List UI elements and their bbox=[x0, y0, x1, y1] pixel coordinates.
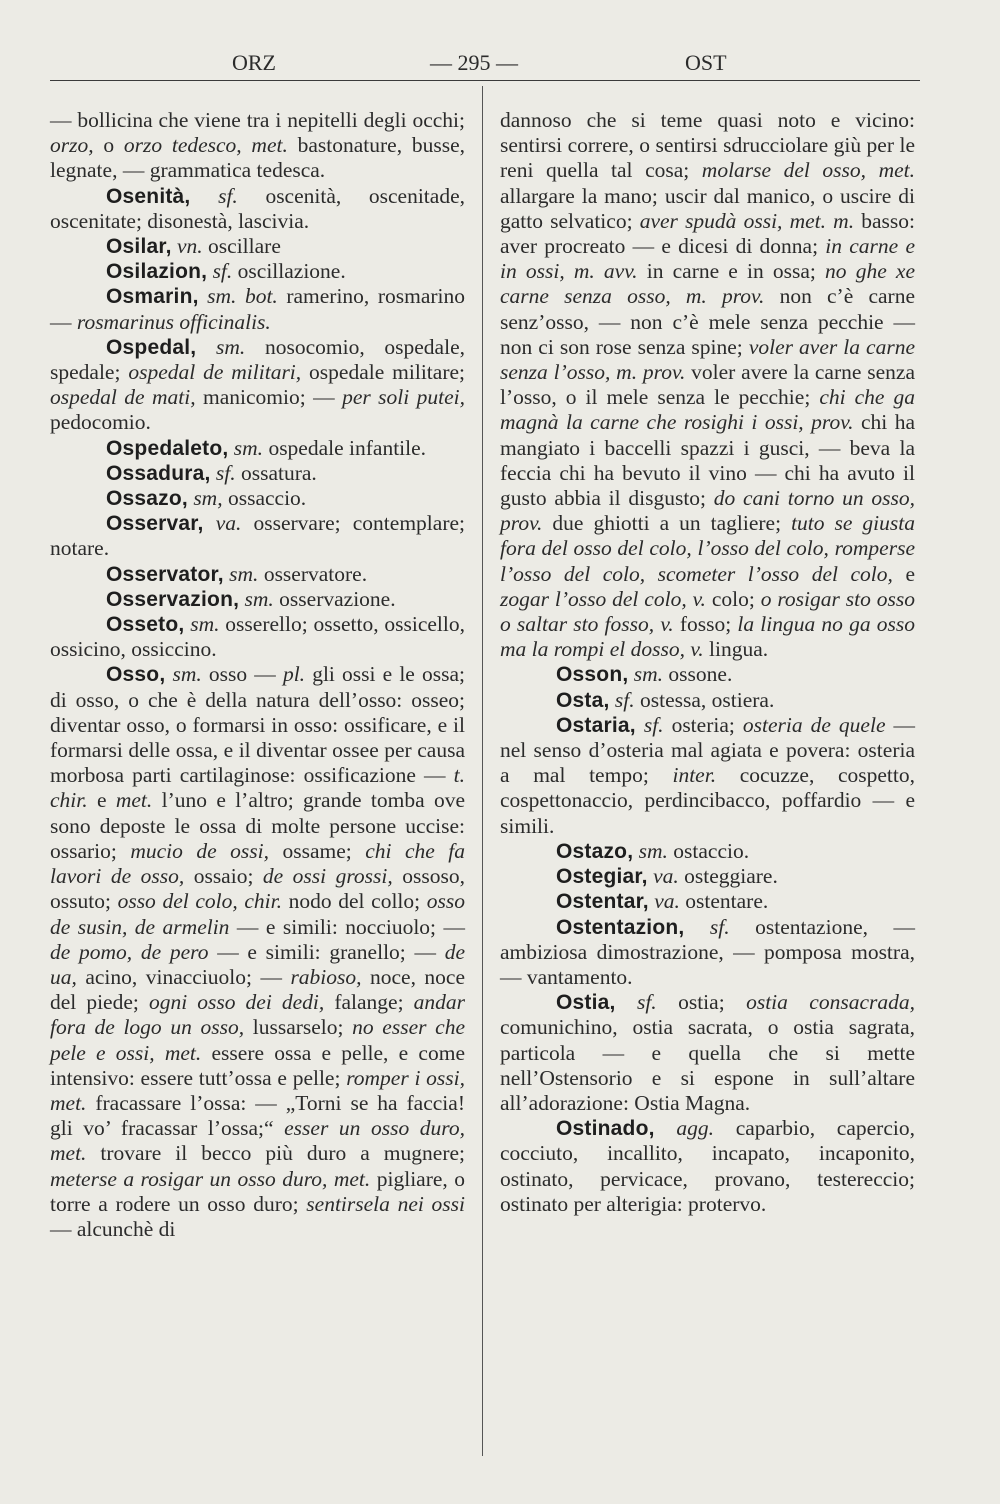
entry-text: essere ossa e pelle, e come intensivo: essere tutt’ossa e pelle; bbox=[50, 1040, 465, 1090]
entry-text: cocuzze, cospetto, cospettonaccio, perdincibacco, poffardio — e simili. bbox=[500, 763, 915, 838]
dictionary-entry bbox=[50, 184, 465, 234]
entry-text: ostia; bbox=[656, 990, 747, 1015]
entry-text: oscenità, oscenitade, oscenitate; disonestà, lascivia. bbox=[50, 183, 465, 233]
entry-text: due ghiotti a un tagliere; bbox=[542, 511, 792, 536]
entry-italic-text: met. bbox=[115, 788, 153, 813]
entry-text: lingua. bbox=[703, 637, 769, 662]
entry-headword: Osilazion, bbox=[106, 260, 208, 284]
entry-text: gli ossi e le ossa; di osso, o che è della natura dell’osso: osseo; diventar osso, o formarsi in osso: ossificare, e il formarsi delle ossa, e il diventar ossee per causa morbosa parti cartilaginose: ossificazione — bbox=[50, 662, 465, 788]
entry-italic-text: agg. bbox=[654, 1116, 714, 1141]
right-column bbox=[500, 108, 915, 1217]
entry-text: ostentare. bbox=[679, 889, 769, 914]
entry-italic-text: osso del colo, chir. bbox=[117, 889, 282, 914]
entry-text: caparbio, capercio, cocciuto, incallito, incapato, incaponito, ostinato, pervicace, provano, testereccio; ostinato per alterigia: protervo. bbox=[500, 1116, 915, 1216]
entry-italic-text: chi che fa lavori de osso, bbox=[50, 838, 465, 889]
entry-italic-text: sf. bbox=[615, 990, 657, 1015]
entry-italic-text: sm. bbox=[633, 838, 668, 863]
entry-text: oscillare bbox=[202, 234, 281, 259]
entry-text: — alcunchè di bbox=[50, 1216, 176, 1241]
entry-text: ostessa, ostiera. bbox=[634, 687, 775, 712]
entry-headword: Ostegiar, bbox=[556, 865, 648, 889]
entry-italic-text: sm. bbox=[223, 561, 259, 586]
entry-text: fracassare l’ossa: — „Torni se ha faccia! gli vo’ fracassar l’ossa;“ bbox=[50, 1090, 465, 1141]
entry-headword: Ossadura, bbox=[106, 461, 211, 485]
entry-italic-text: va. bbox=[648, 889, 680, 914]
dictionary-entry bbox=[500, 990, 915, 1116]
dictionary-entry bbox=[500, 1116, 915, 1217]
entry-headword: Osson, bbox=[556, 663, 629, 687]
entry-text: o bbox=[93, 133, 124, 158]
dictionary-entry bbox=[500, 662, 915, 687]
entry-italic-text: inter. bbox=[672, 763, 717, 788]
dictionary-entry bbox=[500, 688, 915, 713]
entry-headword: Osso, bbox=[106, 663, 166, 687]
entry-italic-text: ospedal de mati, bbox=[50, 385, 196, 410]
entry-italic-text: sm. bbox=[628, 662, 664, 687]
entry-text: ossone. bbox=[663, 662, 733, 687]
header-right-guideword: OST bbox=[685, 50, 727, 75]
entry-text: trovare il becco più duro a mugnere; bbox=[86, 1141, 465, 1166]
entry-italic-text: andar fora de logo un osso, bbox=[50, 990, 465, 1040]
entry-text: osservazione. bbox=[273, 586, 396, 611]
entry-headword: Osmarin, bbox=[106, 285, 199, 309]
entry-italic-text: sm, bbox=[187, 486, 223, 511]
entry-text: basso: aver procreato — e dicesi di donna; bbox=[500, 208, 915, 259]
dictionary-entry bbox=[50, 511, 465, 561]
entry-text: e bbox=[892, 561, 915, 586]
entry-text: osteggiare. bbox=[678, 864, 778, 889]
page-number: — 295 — bbox=[430, 50, 518, 75]
entry-italic-text: sf. bbox=[207, 259, 233, 284]
entry-text: lussarselo; bbox=[244, 1015, 353, 1040]
entry-italic-text: no ghe xe carne senza osso, m. prov. bbox=[500, 259, 915, 309]
entry-headword: Osseto, bbox=[106, 613, 185, 637]
dictionary-entry bbox=[50, 612, 465, 662]
page-header bbox=[50, 50, 920, 81]
entry-italic-text: va. bbox=[647, 864, 679, 889]
entry-italic-text: de ossi grossi, bbox=[262, 864, 393, 889]
entry-italic-text: rabioso, bbox=[290, 964, 362, 989]
dictionary-entry bbox=[500, 889, 915, 914]
entry-italic-text: orzo, bbox=[50, 133, 94, 158]
entry-italic-text: sentirsela nei ossi bbox=[306, 1191, 465, 1216]
entry-headword: Ostentazion, bbox=[556, 915, 685, 939]
dictionary-entry bbox=[50, 562, 465, 587]
entry-italic-text: o rosigar sto osso o saltar sto fosso, v. bbox=[500, 586, 915, 637]
entry-italic-text: ostia consacrada, bbox=[746, 990, 915, 1015]
entry-italic-text: vn. bbox=[171, 234, 203, 259]
entry-italic-text: va. bbox=[203, 511, 242, 536]
entry-headword: Osta, bbox=[556, 688, 610, 712]
dictionary-entry bbox=[500, 864, 915, 889]
dictionary-entry bbox=[50, 335, 465, 436]
entry-text: chi ha mangiato i baccelli spazzi i gusci, — beva la feccia chi ha bevuto il vino — chi ha avuto il gusto abbia il disgusto; bbox=[500, 410, 915, 511]
entry-italic-text: romper i ossi, met. bbox=[50, 1065, 466, 1115]
entry-headword: Osservar, bbox=[106, 512, 204, 536]
entry-continuation bbox=[50, 108, 465, 184]
entry-italic-text: tuto se giusta fora del osso del colo, l’osso del colo, romperse l’osso del colo, scometer l’osso del colo, bbox=[500, 511, 915, 586]
entry-italic-text: meterse a rosigar un osso duro, met. bbox=[50, 1166, 371, 1191]
column-divider bbox=[482, 86, 483, 1456]
entry-italic-text: ospedal de militari, bbox=[128, 360, 302, 385]
entry-italic-text: osteria de quele bbox=[742, 712, 886, 737]
entry-text: in carne e in ossa; bbox=[637, 259, 826, 284]
entry-headword: Osilar, bbox=[106, 235, 172, 259]
entry-text: ossaccio. bbox=[222, 486, 307, 511]
entry-text: — nel senso d’osteria mal agiata e povera: osteria a mal tempo; bbox=[500, 712, 915, 788]
entry-headword: Ostazo, bbox=[556, 839, 634, 863]
entry-italic-text: no esser che pele e ossi, met. bbox=[50, 1015, 465, 1065]
entry-italic-text: chi che ga magnà la carne che rosighi i ossi, prov. bbox=[500, 385, 915, 435]
entry-text: ospedale militare; bbox=[301, 360, 465, 385]
entry-text: comunichino, ostia sacrata, o ostia sagrata, particola — e quella che si mette nell’Ostensorio e si espone in sull’altare all’adorazione: Ostia Magna. bbox=[500, 1015, 915, 1115]
entry-italic-text: sf. bbox=[635, 712, 664, 737]
entry-italic-text: sf. bbox=[190, 183, 238, 208]
left-column bbox=[50, 108, 465, 1242]
entry-italic-text: sf. bbox=[609, 687, 635, 712]
entry-text: — bollicina che viene tra i nepitelli degli occhi; bbox=[50, 108, 465, 132]
dictionary-entry bbox=[50, 486, 465, 511]
entry-headword: Ospedaleto, bbox=[106, 436, 229, 460]
entry-italic-text: sf. bbox=[210, 460, 236, 485]
entry-text: falange; bbox=[324, 990, 414, 1015]
entry-italic-text: sm. bbox=[228, 435, 264, 460]
entry-italic-text: rosmarinus officinalis. bbox=[76, 309, 271, 334]
entry-italic-text: mucio de ossi, bbox=[130, 838, 269, 863]
header-left-guideword: ORZ bbox=[232, 50, 276, 75]
entry-italic-text: voler aver la carne senza l’osso, m. prov. bbox=[500, 334, 915, 385]
entry-text: osteria; bbox=[663, 712, 743, 737]
entry-text: osso — bbox=[201, 662, 283, 687]
entry-text: — e simili: nocciuolo; — bbox=[229, 914, 465, 939]
entry-italic-text: de ua, bbox=[50, 939, 465, 989]
entry-text: dannoso che si teme quasi noto e vicino: sentirsi correre, o sentirsi sdrucciolare giù per le reni quella tal cosa; bbox=[500, 108, 915, 183]
dictionary-entry bbox=[50, 587, 465, 612]
entry-italic-text: per soli putei, bbox=[342, 385, 466, 410]
entry-italic-text: sm. bbox=[165, 662, 202, 687]
entry-text: nosocomio, ospedale, spedale; bbox=[50, 334, 465, 385]
entry-text: non c’è carne senz’osso, — non c’è mele senza pecchie — non ci son rose senza spine; bbox=[500, 284, 915, 359]
dictionary-entry bbox=[50, 461, 465, 486]
entry-text: allargare la mano; uscir dal manico, o uscire di gatto selvatico; bbox=[500, 183, 915, 233]
entry-italic-text: esser un osso duro, met. bbox=[50, 1116, 465, 1166]
entry-headword: Osenità, bbox=[106, 184, 191, 208]
entry-text: osservatore. bbox=[258, 561, 368, 586]
entry-text: oscillazione. bbox=[232, 259, 346, 284]
dictionary-entry bbox=[500, 915, 915, 991]
entry-text: fosso; bbox=[673, 612, 738, 637]
entry-text: ossoso, ossuto; bbox=[50, 864, 465, 914]
entry-text: ospedale infantile. bbox=[263, 435, 427, 460]
entry-text: — e simili: granello; — bbox=[208, 939, 445, 964]
entry-headword: Ostaria, bbox=[556, 713, 636, 737]
entry-text: ramerino, rosmarino — bbox=[50, 284, 465, 334]
entry-italic-text: molarse del osso, met. bbox=[701, 158, 915, 183]
entry-headword: Osservator, bbox=[106, 562, 224, 586]
entry-text: acino, vinacciuolo; — bbox=[76, 964, 291, 989]
entry-text: l’uno e l’altro; grande tomba ove sono deposte le ossa di molte persone uccise: ossario; bbox=[50, 788, 465, 863]
entry-headword: Ostia, bbox=[556, 991, 616, 1015]
entry-text: colo; bbox=[705, 586, 761, 611]
entry-italic-text: orzo tedesco, met. bbox=[123, 133, 288, 158]
entry-text: pigliare, o torre a rodere un osso duro; bbox=[50, 1166, 466, 1216]
entry-text: osservare; contemplare; notare. bbox=[50, 511, 465, 561]
entry-headword: Ostinado, bbox=[556, 1117, 655, 1141]
dictionary-entry bbox=[500, 713, 915, 839]
entry-text: nodo del collo; bbox=[282, 889, 427, 914]
entry-italic-text: sf. bbox=[684, 914, 730, 939]
entry-text: bastonature, busse, legnate, — grammatica tedesca. bbox=[50, 133, 465, 183]
entry-italic-text: ogni osso dei dedi, bbox=[148, 990, 325, 1015]
dictionary-entry bbox=[50, 662, 465, 1242]
entry-text: noce, noce del piede; bbox=[50, 964, 465, 1015]
entry-italic-text: osso de susin, de armelin bbox=[50, 889, 465, 939]
dictionary-entry bbox=[50, 284, 465, 334]
entry-italic-text: do cani torno un osso, prov. bbox=[500, 486, 915, 536]
dictionary-entry bbox=[50, 436, 465, 461]
entry-text: voler avere la carne senza l’osso, o il mele senza le pecchie; bbox=[500, 360, 916, 410]
entry-italic-text: la lingua no ga osso ma la rompi el dosso, v. bbox=[500, 612, 915, 662]
entry-text: osserello; ossetto, ossicello, ossicino, ossiccino. bbox=[50, 612, 465, 662]
entry-text: ostaccio. bbox=[667, 838, 750, 863]
entry-text: pedocomio. bbox=[50, 410, 151, 435]
dictionary-entry bbox=[50, 234, 465, 259]
entry-italic-text: in carne e in ossi, m. avv. bbox=[500, 234, 915, 284]
entry-text: manicomio; — bbox=[195, 385, 343, 410]
entry-text: ossame; bbox=[268, 838, 366, 863]
entry-text: ossaio; bbox=[184, 864, 263, 889]
entry-continuation bbox=[500, 108, 915, 662]
dictionary-entry bbox=[500, 839, 915, 864]
entry-italic-text: de pomo, de pero bbox=[50, 939, 209, 964]
entry-headword: Ospedal, bbox=[106, 335, 197, 359]
entry-italic-text: zogar l’osso del colo, v. bbox=[500, 586, 706, 611]
entry-italic-text: aver spudà ossi, met. m. bbox=[639, 208, 855, 233]
entry-italic-text: sm. bbox=[196, 334, 246, 359]
entry-text: e bbox=[87, 788, 116, 813]
entry-italic-text: sm. bbox=[239, 586, 274, 611]
entry-headword: Ossazo, bbox=[106, 487, 188, 511]
entry-italic-text: pl. bbox=[282, 662, 306, 687]
dictionary-entry bbox=[50, 259, 465, 284]
entry-headword: Ostentar, bbox=[556, 890, 649, 914]
entry-headword: Osservazion, bbox=[106, 587, 240, 611]
entry-text: ossatura. bbox=[235, 460, 317, 485]
entry-italic-text: sm. bot. bbox=[198, 284, 278, 309]
entry-text: ostentazione, — ambiziosa dimostrazione, — pomposa mostra, — vantamento. bbox=[500, 914, 915, 989]
entry-italic-text: t. chir. bbox=[50, 763, 465, 813]
entry-italic-text: sm. bbox=[184, 612, 220, 637]
